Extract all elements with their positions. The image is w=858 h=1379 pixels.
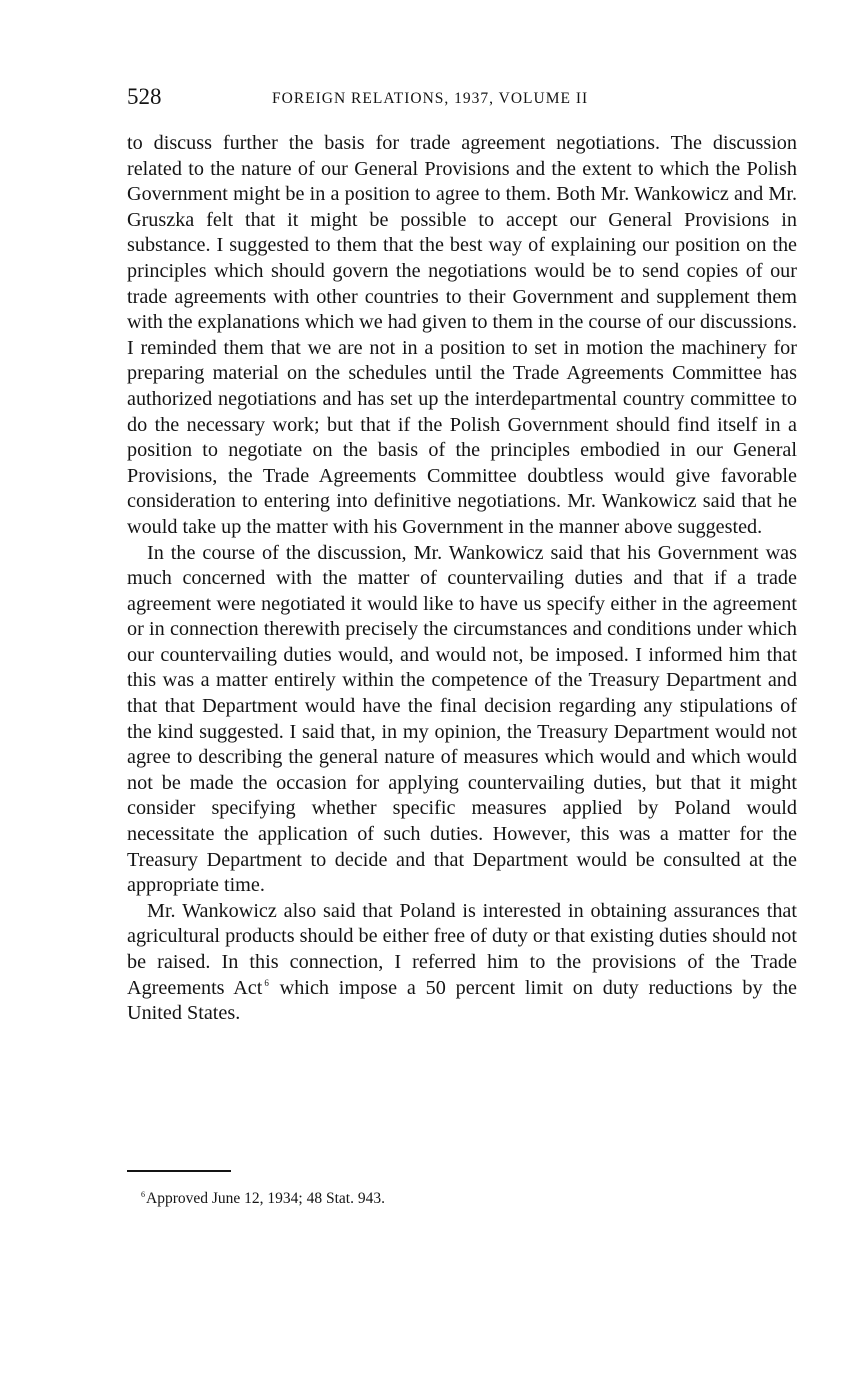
footnote-text: Approved June 12, 1934; 48 Stat. 943. <box>146 1190 385 1207</box>
footnote <box>141 1189 385 1209</box>
footnote-reference: 6 <box>264 977 269 988</box>
body-text <box>127 131 797 1027</box>
paragraph-3-text-end: which impose a 50 percent limit on duty reductions by the United States. <box>127 976 797 1025</box>
running-title: FOREIGN RELATIONS, 1937, VOLUME II <box>272 90 589 107</box>
paragraph-2: In the course of the discussion, Mr. Wankowicz said that his Government was much concerned with the matter of countervailing duties and that if a trade agreement were negotiated it would like to have us specify either in the agreement or in connection therewith precisely the circumstances and conditions under which our countervailing duties would, and would not, be imposed. I informed him that this was a matter entirely within the competence of the Treasury Department and that that Department would have the final decision regarding any stipulations of the kind suggested. I said that, in my opinion, the Treasury Department would not agree to describing the general nature of measures which would and which would not be made the occasion for applying countervailing duties, but that it might consider specifying whether specific measures applied by Poland would necessitate the application of such duties. However, this was a matter for the Treasury Department to decide and that Department would be consulted at the appropriate time. <box>127 541 797 897</box>
footnote-marker: 6 <box>141 1190 145 1199</box>
page-header <box>127 82 797 118</box>
paragraph-3 <box>127 899 797 1027</box>
footnote-divider <box>127 1170 231 1172</box>
paragraph-3-text: Mr. Wankowicz also said that Poland is interested in obtaining assurances that agricultural products should be either free of duty or that existing duties should not be raised. In this connection, I referred him to the provisions of the Trade Agreements Act <box>127 899 797 999</box>
paragraph-1: to discuss further the basis for trade agreement negotiations. The discussion related to the nature of our General Provisions and the extent to which the Polish Government might be in a position to agree to them. Both Mr. Wankowicz and Mr. Gruszka felt that it might be possible to accept our General Provisions in substance. I suggested to them that the best way of explaining our position on the principles which should govern the negotiations would be to send copies of our trade agreements with other countries to their Government and supplement them with the explanations which we had given to them in the course of our discussions. I reminded them that we are not in a position to set in motion the machinery for preparing material on the schedules until the Trade Agreements Committee has authorized negotiations and has set up the interdepartmental country committee to do the necessary work; but that if the Polish Government should find itself in a position to negotiate on the basis of the principles embodied in our General Provisions, the Trade Agreements Committee doubtless would give favorable consideration to entering into definitive negotiations. Mr. Wankowicz said that he would take up the matter with his Government in the manner above suggested. <box>127 132 797 538</box>
page-number: 528 <box>127 84 162 109</box>
